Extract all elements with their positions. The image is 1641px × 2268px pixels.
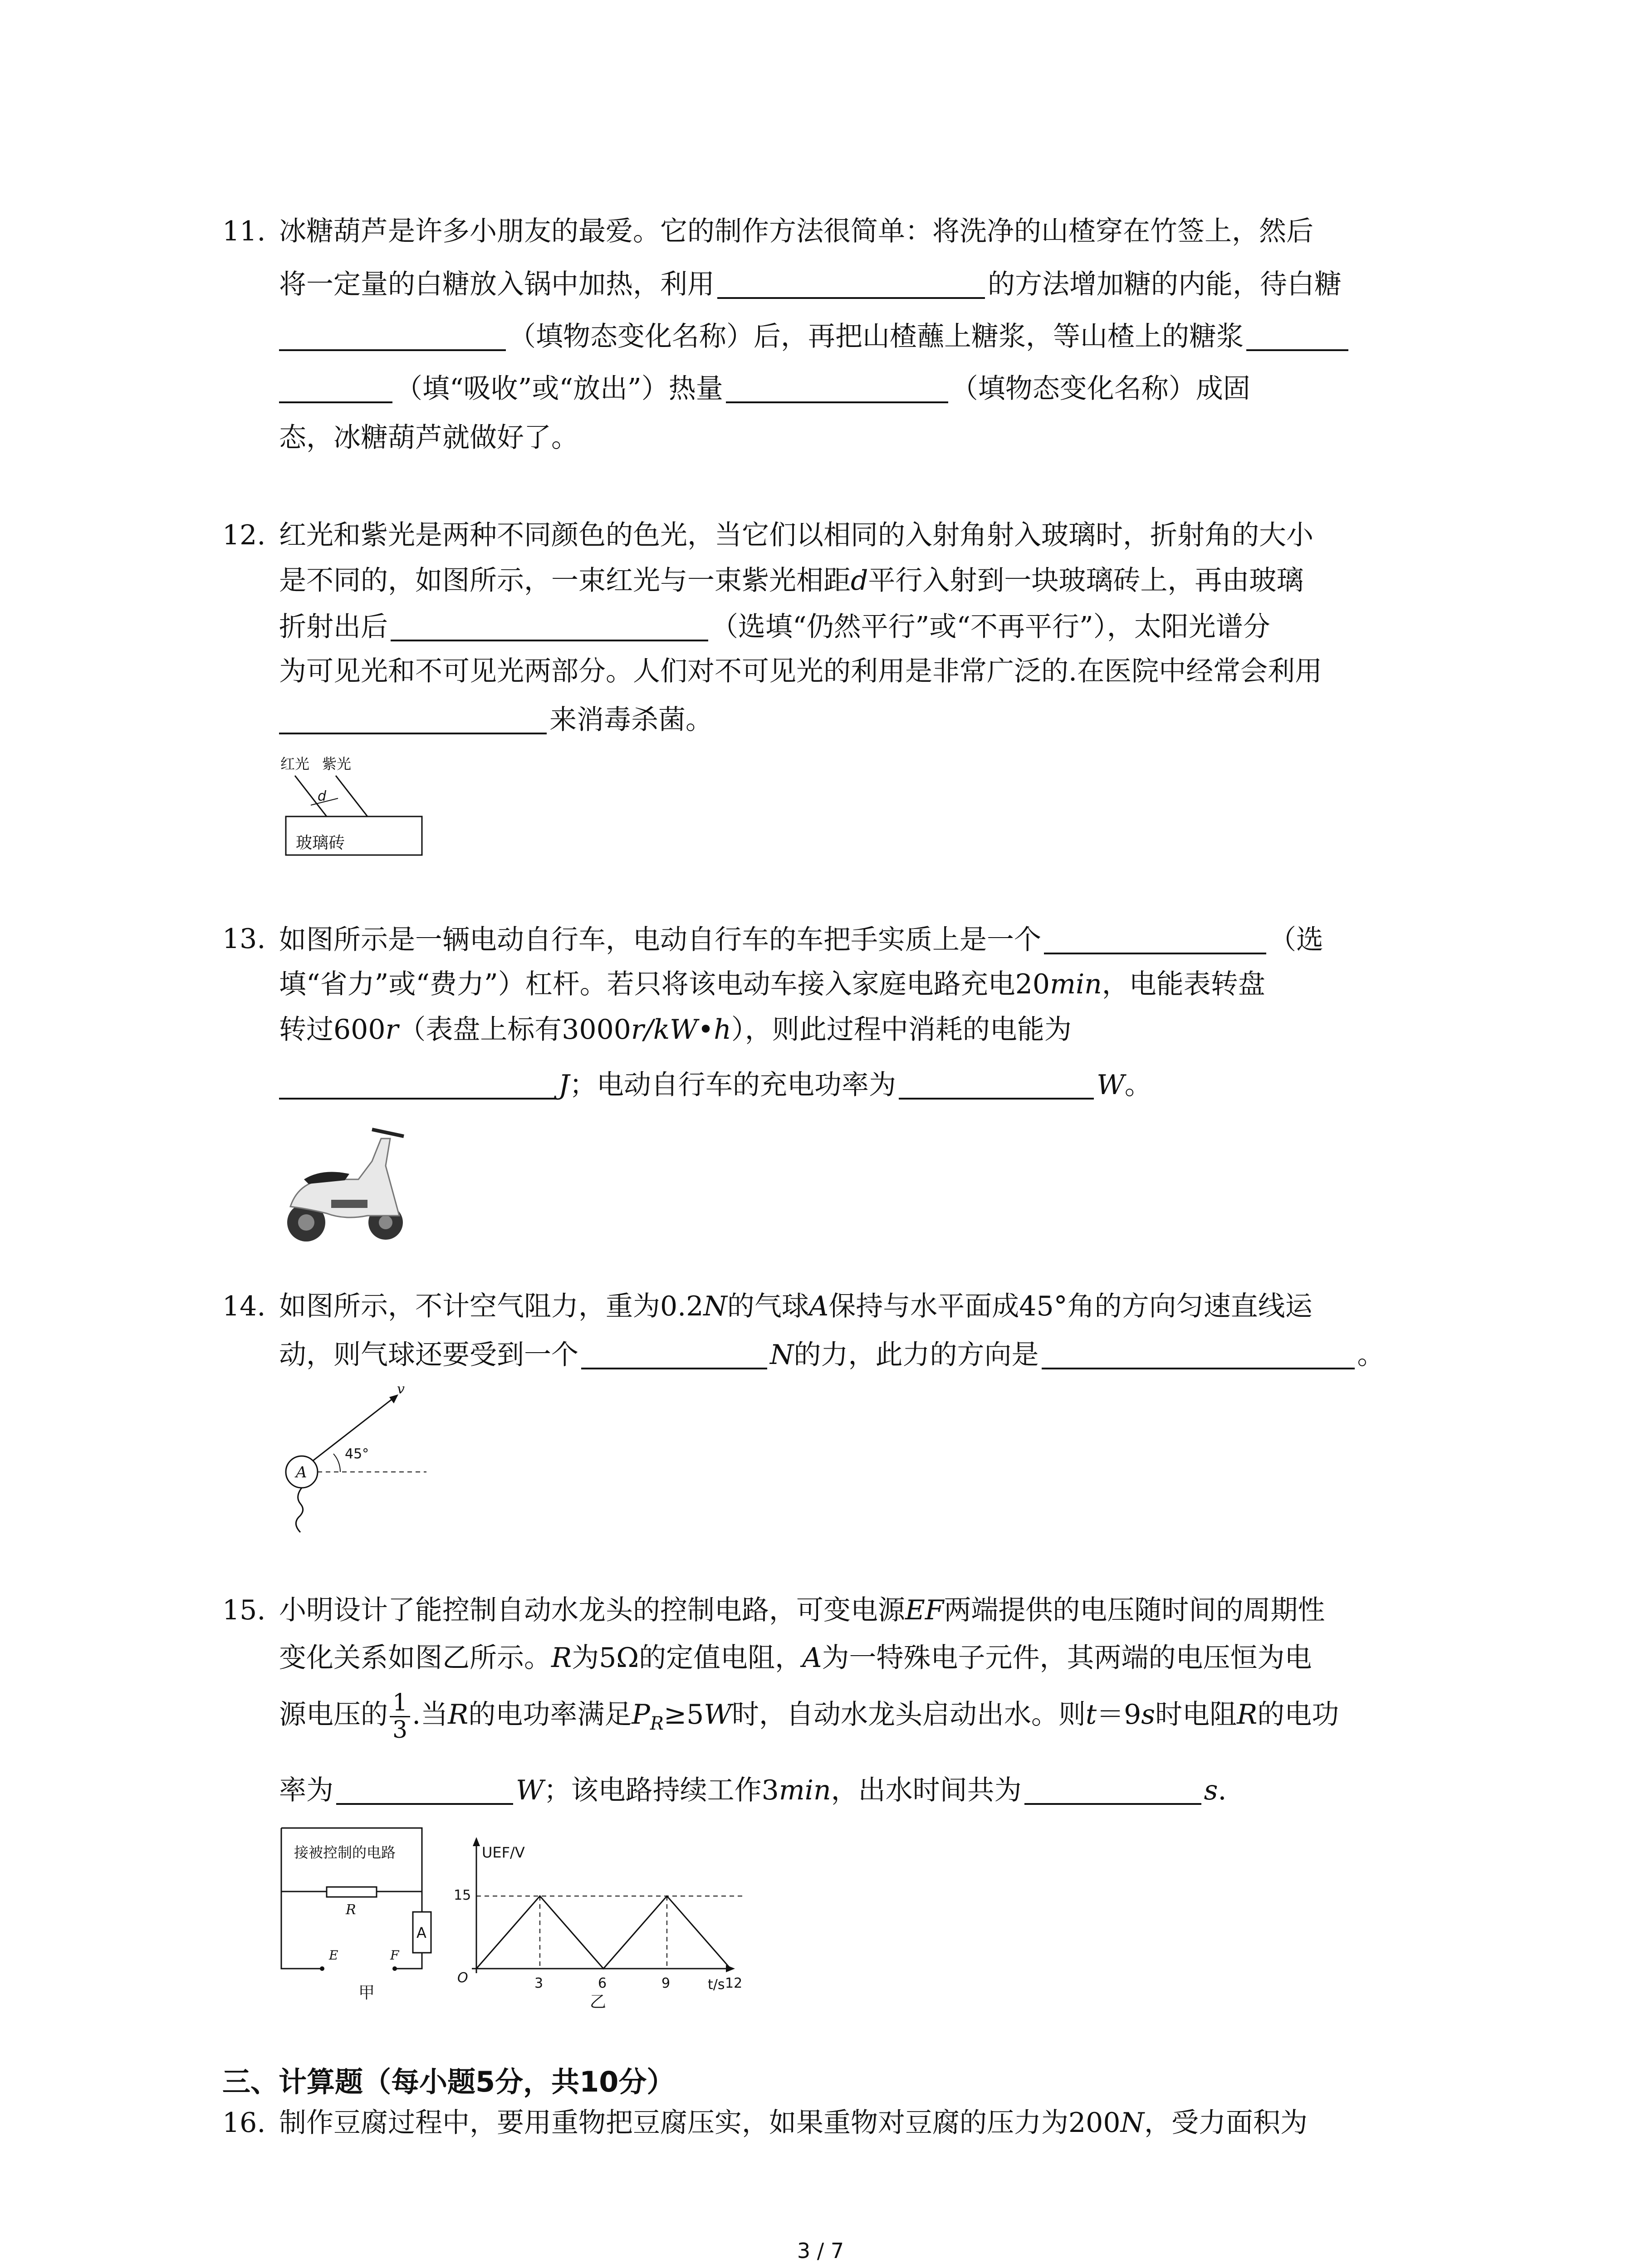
answer-blank[interactable] [279, 374, 392, 403]
answer-blank[interactable] [1024, 1776, 1201, 1805]
bike-floorboard [331, 1200, 367, 1208]
question-number: 15. [222, 1594, 266, 1626]
answer-blank[interactable] [899, 1070, 1094, 1100]
question-text-line: 转过600r（表盘上标有3000r/kW•h），则此过程中消耗的电能为 [279, 1014, 1072, 1046]
terminal-e [320, 1966, 324, 1971]
answer-blank[interactable] [336, 1776, 513, 1805]
question-number: 11. [222, 215, 266, 247]
question-number: 14. [222, 1290, 266, 1322]
circuit-diagram-jia [277, 1823, 449, 2005]
velocity-label: v [397, 1381, 405, 1397]
angle-arc [333, 1454, 340, 1472]
question-number: 13. [222, 923, 266, 955]
question-text-line: 为可见光和不可见光两部分。人们对不可见光的利用是非常广泛的.在医院中经常会利用 [279, 655, 1323, 687]
figure-yi-label: 乙 [590, 1993, 607, 2011]
chart-marks [476, 1896, 744, 1991]
answer-blank[interactable] [279, 705, 547, 734]
question-text-line: 冰糖葫芦是许多小朋友的最爱。它的制作方法很简单：将洗净的山楂穿在竹签上，然后 [279, 215, 1313, 247]
question-text-line: 如图所示，不计空气阻力，重为0.2N的气球A保持与水平面成45°角的方向匀速直线运 [279, 1290, 1313, 1322]
question-number: 12. [222, 519, 266, 551]
section-heading: 三、计算题（每小题5分，共10分） [222, 2065, 675, 2098]
page-number: 3 / 7 [797, 2239, 844, 2263]
answer-blank[interactable] [717, 270, 985, 299]
purple-light-ray [336, 776, 367, 816]
balloon-a-label: A [296, 1463, 307, 1481]
resistor-r [327, 1887, 377, 1897]
question-text-line: 制作豆腐过程中，要用重物把豆腐压实，如果重物对豆腐的压力为200N，受力面积为 [279, 2107, 1308, 2139]
figure-jia-label: 甲 [358, 1984, 375, 2002]
answer-blank[interactable] [1246, 322, 1348, 351]
x-tick-label: 6 [598, 1975, 607, 1991]
question-text-line: J；电动自行车的充电功率为 W。 [279, 1070, 1152, 1100]
question-text-line: 是不同的，如图所示，一束红光与一束紫光相距d平行入射到一块玻璃砖上，再由玻璃 [279, 565, 1304, 596]
y-axis-arrow [473, 1837, 480, 1846]
origin-label: O [457, 1970, 468, 1986]
answer-blank[interactable] [1042, 1340, 1355, 1369]
question-text-line: （填“吸收”或“放出”）热量 （填物态变化名称）成固 [279, 374, 1250, 403]
terminal-e-label: E [329, 1948, 338, 1963]
answer-blank[interactable] [279, 322, 506, 351]
y-axis-label: UEF/V [482, 1844, 525, 1861]
glass-brick-figure [277, 751, 431, 864]
controlled-circuit-label: 接被控制的电路 [294, 1844, 396, 1861]
question-text-line: 来消毒杀菌。 [279, 705, 713, 734]
answer-blank[interactable] [581, 1340, 767, 1369]
question-text-line: 小明设计了能控制自动水龙头的控制电路，可变电源EF两端提供的电压随时间的周期性 [279, 1594, 1325, 1626]
answer-blank[interactable] [726, 374, 948, 403]
balloon-string [296, 1488, 303, 1532]
question-text-line: 填“省力”或“费力”）杠杆。若只将该电动车接入家庭电路充电20min，电能表转盘 [279, 968, 1265, 1000]
terminal-f-label: F [390, 1948, 399, 1963]
angle-label: 45° [345, 1446, 369, 1462]
question-text-line: 态，冰糖葫芦就做好了。 [279, 422, 578, 454]
question-text-line: 红光和紫光是两种不同颜色的色光，当它们以相同的入射角射入玻璃时，折射角的大小 [279, 519, 1313, 551]
electric-bike-image [277, 1111, 413, 1247]
glass-brick-label: 玻璃砖 [296, 834, 345, 852]
balloon-figure [272, 1381, 436, 1538]
voltage-time-chart [454, 1833, 744, 2009]
distance-d-label: d [318, 788, 327, 804]
question-text-line: 动，则气球还要受到一个 N的力，此力的方向是 。 [279, 1339, 1385, 1371]
question-text-line: 将一定量的白糖放入锅中加热，利用 的方法增加糖的内能，待白糖 [279, 269, 1342, 300]
answer-blank[interactable] [1044, 925, 1266, 954]
voltage-series-line [476, 1896, 730, 1969]
question-text-line: （填物态变化名称）后，再把山楂蘸上糖浆，等山楂上的糖浆 [279, 322, 1348, 351]
x-tick-label: 12 [725, 1975, 743, 1991]
question-text-line: 如图所示是一辆电动自行车，电动自行车的车把手实质上是一个 （选 [279, 924, 1323, 956]
answer-blank[interactable] [279, 1070, 556, 1100]
terminal-f [392, 1966, 397, 1971]
x-axis-label: t/s [708, 1977, 725, 1993]
x-tick-label: 3 [534, 1975, 544, 1991]
x-tick-label: 9 [661, 1975, 671, 1991]
resistor-r-label: R [346, 1902, 356, 1918]
component-a-label: A [416, 1924, 426, 1941]
fraction-one-third: $\frac{1}{3}$ [390, 1690, 410, 1743]
answer-blank[interactable] [391, 612, 708, 641]
y-tick-15: 15 [454, 1887, 471, 1903]
question-text-line: 源电压的 $\frac{1}{3}$ .当R的电功率满足$P_R\ge 5W$时，自动水龙头启动出水。则t＝9s时电阻R的电功 [279, 1689, 1339, 1744]
handlebar [372, 1129, 404, 1136]
question-text-line: 折射出后 （选填“仍然平行”或“不再平行”），太阳光谱分 [279, 611, 1270, 643]
purple-light-label: 紫光 [322, 755, 352, 772]
question-text-line: 变化关系如图乙所示。R为5Ω的定值电阻，A为一特殊电子元件，其两端的电压恒为电 [279, 1642, 1312, 1674]
question-number: 16. [222, 2107, 266, 2139]
red-light-label: 红光 [280, 755, 310, 772]
question-text-line: 率为 W；该电路持续工作3min，出水时间共为 s. [279, 1774, 1227, 1806]
